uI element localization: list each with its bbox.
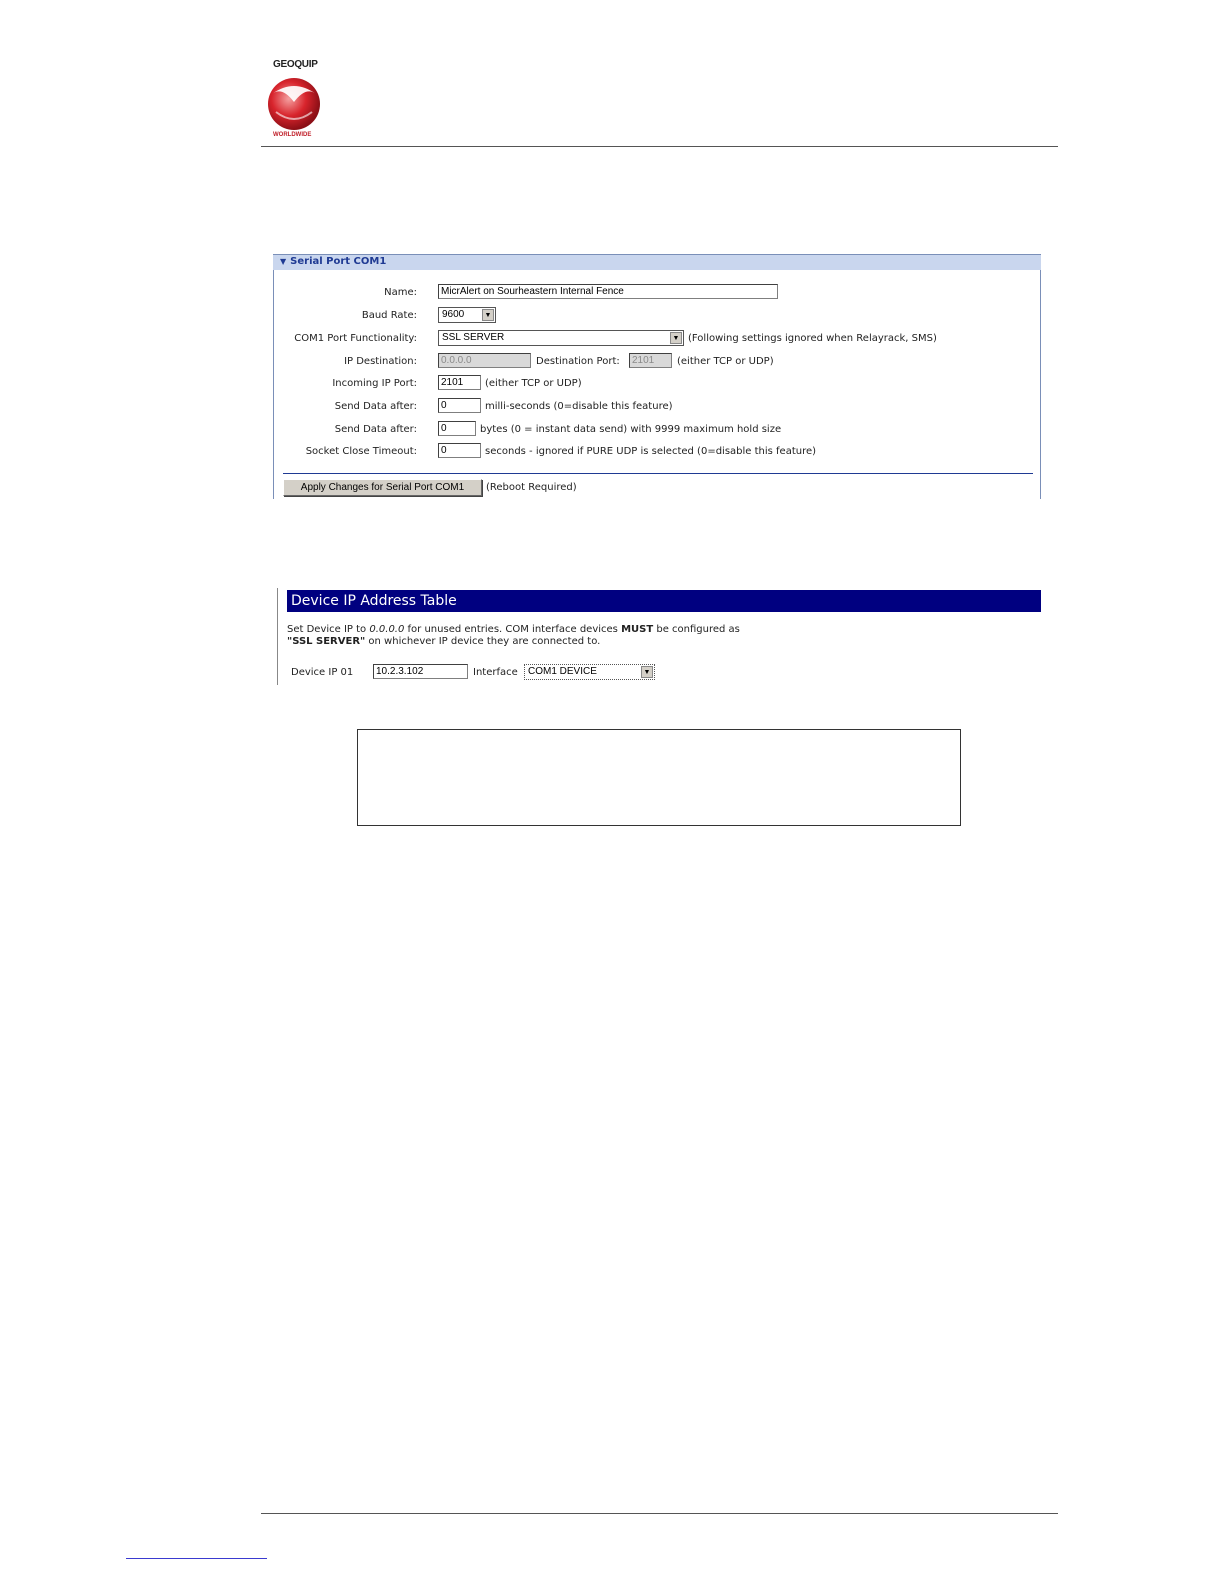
incoming-port-note: (either TCP or UDP) — [485, 378, 582, 389]
destination-port-input: 2101 — [629, 353, 672, 368]
send-after-bytes-note: bytes (0 = instant data send) with 9999 maximum hold size — [480, 424, 782, 435]
note-part4: on whichever IP device they are connected to. — [365, 636, 601, 647]
logo-brand: GEOQUIP — [273, 59, 318, 70]
note-part3: be configured as — [653, 624, 740, 635]
panel-divider — [283, 473, 1033, 474]
device-ip-01-label: Device IP 01 — [291, 667, 354, 678]
baud-rate-value: 9600 — [442, 309, 465, 320]
ip-destination-label: IP Destination: — [344, 356, 417, 367]
chevron-down-icon[interactable]: ▼ — [641, 666, 653, 678]
interface-label: Interface — [473, 667, 518, 678]
header-rule — [261, 146, 1058, 147]
chevron-down-icon[interactable]: ▼ — [670, 332, 682, 344]
send-after-ms-label: Send Data after: — [334, 401, 417, 412]
note-part2: for unused entries. COM interface devices — [404, 624, 622, 635]
footer-rule — [261, 1513, 1058, 1514]
interface-value: COM1 DEVICE — [528, 666, 597, 677]
serial-port-title[interactable] — [280, 256, 386, 267]
note-part1: Set Device IP to — [287, 624, 370, 635]
empty-caption-box — [357, 729, 961, 826]
logo-tagline: WORLDWIDE — [273, 132, 312, 138]
send-after-bytes-input[interactable]: 0 — [438, 421, 476, 436]
baud-rate-select[interactable] — [438, 307, 496, 323]
send-after-bytes-label: Send Data after: — [334, 424, 417, 435]
note-ssl-server: "SSL SERVER" — [287, 636, 366, 647]
collapse-triangle-icon[interactable]: ▼ — [280, 257, 287, 266]
socket-timeout-note: seconds - ignored if PURE UDP is selected (0=disable this feature) — [485, 446, 817, 457]
port-functionality-label: COM1 Port Functionality: — [294, 333, 417, 344]
interface-select[interactable] — [524, 664, 655, 680]
port-functionality-select[interactable] — [438, 330, 684, 346]
incoming-port-label: Incoming IP Port: — [332, 378, 417, 389]
device-table-title: Device IP Address Table — [287, 590, 1041, 612]
port-functionality-note: (Following settings ignored when Relayrack, SMS) — [688, 333, 937, 344]
socket-timeout-label: Socket Close Timeout: — [305, 446, 417, 457]
footer-link[interactable] — [126, 1545, 267, 1559]
incoming-port-input[interactable]: 2101 — [438, 375, 481, 390]
port-functionality-value: SSL SERVER — [442, 332, 505, 343]
socket-timeout-input[interactable]: 0 — [438, 443, 481, 458]
send-after-ms-input[interactable]: 0 — [438, 398, 481, 413]
note-ip: 0.0.0.0 — [369, 624, 405, 635]
chevron-down-icon[interactable]: ▼ — [482, 309, 494, 321]
baud-rate-label: Baud Rate: — [361, 310, 417, 321]
device-table-note — [287, 624, 740, 648]
reboot-required-note: (Reboot Required) — [486, 482, 577, 493]
serial-port-title-text: Serial Port COM1 — [290, 256, 387, 267]
name-input[interactable]: MicrAlert on Sourheastern Internal Fence — [438, 284, 778, 299]
device-table-border — [277, 588, 278, 685]
send-after-ms-note: milli-seconds (0=disable this feature) — [485, 401, 673, 412]
note-must: MUST — [621, 624, 654, 635]
device-ip-01-input[interactable]: 10.2.3.102 — [373, 664, 468, 679]
serial-port-panel-header[interactable] — [273, 254, 1041, 270]
name-label: Name: — [384, 287, 417, 298]
apply-changes-button[interactable]: Apply Changes for Serial Port COM1 — [283, 479, 482, 496]
destination-port-label: Destination Port: — [536, 356, 620, 367]
destination-port-note: (either TCP or UDP) — [677, 356, 774, 367]
ip-destination-input: 0.0.0.0 — [438, 353, 531, 368]
logo-emblem-icon — [266, 74, 322, 132]
